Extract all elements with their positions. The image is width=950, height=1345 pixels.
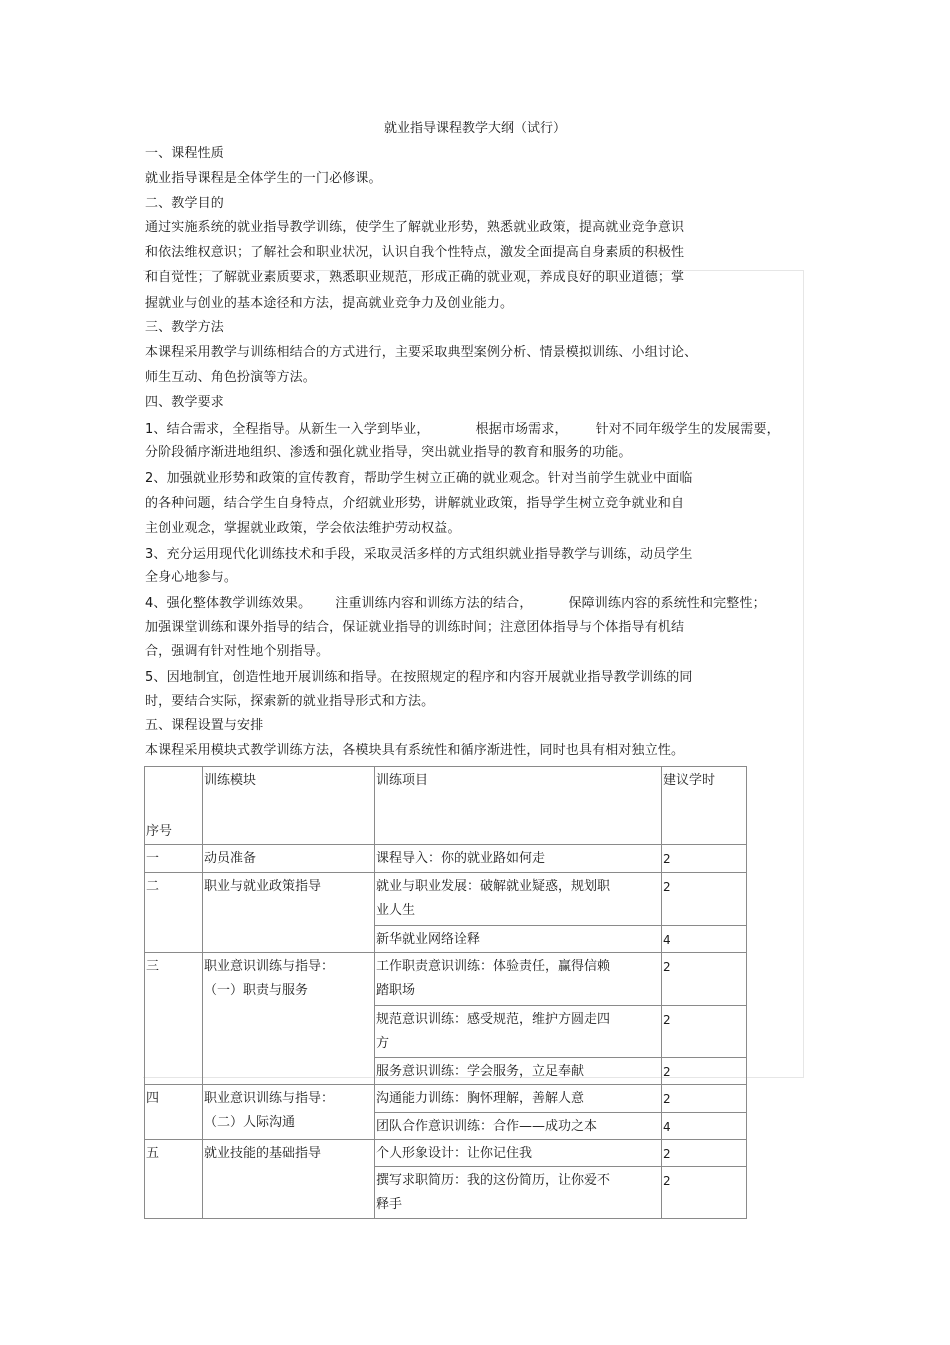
item-name: 沟通能力训练：胸怀理解，善解人意: [376, 1091, 585, 1106]
item-name: 工作职责意识训练：体验责任，赢得信赖: [376, 959, 611, 974]
seq-cell: 三: [145, 953, 203, 1085]
module-name: 职业意识训练与指导：: [204, 1091, 335, 1106]
item-cell: [375, 1085, 662, 1113]
item-cell: [375, 1113, 662, 1140]
hours-cell: 4: [662, 1113, 747, 1140]
text-segment: 针对不同年级学生的发展需要，: [595, 422, 780, 437]
text-segment: 保障训练内容的系统性和完整性；: [568, 596, 766, 611]
module-subname: （一）职责与服务: [204, 983, 309, 998]
item-name: 撰写求职简历：我的这份简历，让你爱不: [376, 1173, 611, 1188]
item-cell: [375, 1058, 662, 1085]
item-name: 规范意识训练：感受规范，维护方圆走四: [376, 1012, 611, 1027]
seq-cell: 一: [145, 845, 203, 873]
item-cell: [375, 873, 662, 926]
paragraph-line: 通过实施系统的就业指导教学训练，使学生了解就业形势，熟悉就业政策，提高就业竞争意识: [145, 220, 685, 235]
hours-cell: 2: [662, 845, 747, 873]
hours-cell: 2: [662, 1006, 747, 1058]
item-cell: [375, 1006, 662, 1058]
paragraph-line: 的各种问题，结合学生自身特点，介绍就业形势，讲解就业政策，指导学生树立竞争就业和自: [145, 496, 685, 511]
paragraph-line: 加强课堂训练和课外指导的结合，保证就业指导的训练时间；注意团体指导与个体指导有机结: [145, 620, 685, 635]
paragraph-line: 2、加强就业形势和政策的宣传教育，帮助学生树立正确的就业观念。针对当前学生就业中面临: [145, 471, 693, 486]
paragraph-line: 和自觉性；了解就业素质要求，熟悉职业规范，形成正确的就业观，养成良好的职业道德；掌: [145, 270, 685, 285]
hours-cell: 2: [662, 1058, 747, 1085]
header-seq: 序号: [145, 767, 203, 845]
module-cell: [203, 953, 375, 1085]
module-name: 动员准备: [204, 851, 257, 866]
table-header-row: [145, 767, 747, 845]
text-segment: 4、强化整体教学训练效果。: [145, 596, 312, 611]
hours-cell: 2: [662, 1167, 747, 1219]
paragraph-line: 本课程采用模块式教学训练方法，各模块具有系统性和循序渐进性，同时也具有相对独立性。: [145, 743, 685, 758]
paragraph-line: 合，强调有针对性地个别指导。: [145, 644, 330, 659]
paragraph-line: 本课程采用教学与训练相结合的方式进行，主要采取典型案例分析、情景模拟训练、小组讨论、: [145, 345, 698, 360]
module-name: 职业意识训练与指导：: [204, 959, 335, 974]
paragraph-line: 3、充分运用现代化训练技术和手段，采取灵活多样的方式组织就业指导教学与训练，动员学生: [145, 547, 693, 562]
module-name: 就业技能的基础指导: [204, 1146, 322, 1161]
hours-cell: 4: [662, 926, 747, 953]
item-cell: [375, 845, 662, 873]
module-cell: [203, 1085, 375, 1140]
module-cell: [203, 873, 375, 953]
table-row: [145, 873, 747, 926]
item-name: 课程导入：你的就业路如何走: [376, 851, 546, 866]
hours-cell: 2: [662, 873, 747, 926]
section-heading-1: 一、课程性质: [145, 146, 224, 161]
item-cell: [375, 1140, 662, 1167]
paragraph-line: 师生互动、角色扮演等方法。: [145, 370, 316, 385]
paragraph-line: 和依法维权意识；了解社会和职业状况，认识自我个性特点，激发全面提高自身素质的积极性: [145, 245, 685, 260]
item-name-cont: 释手: [376, 1197, 403, 1212]
section-heading-4: 四、教学要求: [145, 395, 224, 410]
hours-cell: 2: [662, 1140, 747, 1167]
item-cell: [375, 926, 662, 953]
item-name: 就业与职业发展：破解就业疑惑，规划职: [376, 879, 611, 894]
table-row: [145, 1085, 747, 1113]
seq-cell: 二: [145, 873, 203, 953]
requirement-1-line-1: [145, 420, 780, 440]
item-name: 团队合作意识训练：合作——成功之本: [376, 1119, 598, 1134]
item-cell: [375, 953, 662, 1006]
document-title: 就业指导课程教学大纲（试行）: [383, 121, 566, 136]
hours-cell: 2: [662, 953, 747, 1006]
section-heading-3: 三、教学方法: [145, 320, 224, 335]
text-segment: 根据市场需求，: [475, 422, 568, 437]
header-hours: 建议学时: [662, 767, 747, 845]
paragraph-line: 全身心地参与。: [145, 570, 238, 585]
course-schedule-table: [144, 766, 747, 1219]
hours-cell: 2: [662, 1085, 747, 1113]
item-name-cont: 踏职场: [376, 983, 416, 998]
module-cell: [203, 845, 375, 873]
item-name: 服务意识训练：学会服务，立足奉献: [376, 1064, 585, 1079]
text-segment: 注重训练内容和训练方法的结合，: [335, 596, 533, 611]
header-module: 训练模块: [203, 767, 375, 845]
paragraph-line: 5、因地制宜，创造性地开展训练和指导。在按照规定的程序和内容开展就业指导教学训练的同: [145, 670, 693, 685]
section-heading-5: 五、课程设置与安排: [145, 718, 264, 733]
item-name-cont: 方: [376, 1036, 390, 1051]
module-name: 职业与就业政策指导: [204, 879, 322, 894]
header-item: 训练项目: [375, 767, 662, 845]
item-name-cont: 业人生: [376, 903, 416, 918]
paragraph-line: 握就业与创业的基本途径和方法，提高就业竞争力及创业能力。: [145, 296, 514, 311]
item-name: 个人形象设计：让你记住我: [376, 1146, 533, 1161]
paragraph-line: 就业指导课程是全体学生的一门必修课。: [145, 171, 382, 186]
table-row: [145, 1140, 747, 1167]
paragraph-line: 分阶段循序渐进地组织、渗透和强化就业指导，突出就业指导的教育和服务的功能。: [145, 445, 632, 460]
table-row: [145, 845, 747, 873]
item-cell: [375, 1167, 662, 1219]
requirement-4-line-1: [145, 594, 766, 614]
text-segment: 1、结合需求，全程指导。从新生一入学到毕业，: [145, 422, 430, 437]
section-heading-2: 二、教学目的: [145, 196, 224, 211]
seq-cell: 四: [145, 1085, 203, 1140]
table-row: [145, 953, 747, 1006]
paragraph-line: 时，要结合实际，探索新的就业指导形式和方法。: [145, 694, 435, 709]
module-cell: [203, 1140, 375, 1219]
paragraph-line: 主创业观念，掌握就业政策，学会依法维护劳动权益。: [145, 521, 461, 536]
module-subname: （二）人际沟通: [204, 1115, 296, 1130]
item-name: 新华就业网络诠释: [376, 932, 481, 947]
seq-cell: 五: [145, 1140, 203, 1219]
